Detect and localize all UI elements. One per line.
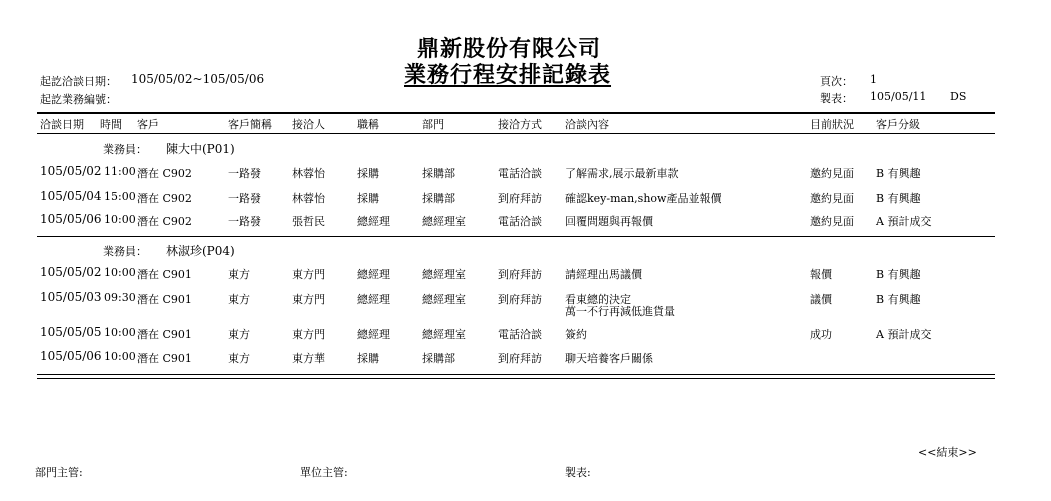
report-title: 業務行程安排記錄表 (404, 62, 612, 88)
row-time: 15:00 (104, 190, 136, 203)
salesperson-label: 業務員： (103, 143, 147, 156)
row-client-short: 東方 (228, 293, 250, 306)
row-dept: 採購部 (422, 192, 455, 205)
row-content: 了解需求,展示最新車款 (565, 167, 679, 180)
row-client: 潛在 C901 (137, 352, 192, 365)
row-content-line2: 萬一不行再減低進貨量 (565, 305, 675, 318)
header-top-rule (37, 112, 995, 114)
row-title: 總經理 (357, 328, 390, 341)
row-client: 潛在 C901 (137, 268, 192, 281)
row-grade: B 有興趣 (876, 192, 921, 205)
method-col-header: 接洽方式 (498, 118, 542, 131)
page-label: 頁次： (820, 75, 853, 88)
row-client: 潛在 C902 (137, 215, 192, 228)
row-contact: 林蓉怡 (292, 167, 325, 180)
row-contact: 林蓉怡 (292, 192, 325, 205)
row-client: 潛在 C901 (137, 293, 192, 306)
footer-maker: 製表: (565, 466, 591, 479)
row-grade: B 有興趣 (876, 268, 921, 281)
row-method: 到府拜訪 (498, 293, 542, 306)
row-time: 10:00 (104, 350, 136, 363)
row-contact: 東方門 (292, 268, 325, 281)
row-time: 10:00 (104, 266, 136, 279)
row-status: 報價 (810, 268, 832, 281)
row-client: 潛在 C902 (137, 192, 192, 205)
row-contact: 東方門 (292, 293, 325, 306)
row-dept: 採購部 (422, 167, 455, 180)
contact-col-header: 接洽人 (292, 118, 325, 131)
row-date: 105/05/02 (40, 265, 102, 279)
row-method: 到府拜訪 (498, 268, 542, 281)
row-date: 105/05/02 (40, 164, 102, 178)
page-number: 1 (870, 73, 877, 86)
footer-unit-head: 單位主管: (300, 466, 348, 479)
company-name: 鼎新股份有限公司 (417, 36, 602, 62)
row-time: 11:00 (104, 165, 136, 178)
salesperson-name: 陳大中(P01) (166, 142, 235, 156)
row-grade: B 有興趣 (876, 167, 921, 180)
content-col-header: 洽談內容 (565, 118, 609, 131)
made-date: 105/05/11 (870, 90, 927, 103)
row-dept: 採購部 (422, 352, 455, 365)
made-by: DS (950, 90, 967, 103)
row-grade: A 預計成交 (876, 215, 932, 228)
row-dept: 總經理室 (422, 328, 466, 341)
row-dept: 總經理室 (422, 215, 466, 228)
row-content: 回覆問題與再報價 (565, 215, 653, 228)
row-client-short: 一路發 (228, 215, 261, 228)
row-dept: 總經理室 (422, 293, 466, 306)
sales-range-label: 起訖業務編號： (40, 93, 117, 106)
row-status: 議價 (810, 293, 832, 306)
header-bottom-rule (37, 133, 995, 134)
row-contact: 東方華 (292, 352, 325, 365)
footer-dept-head: 部門主管: (35, 466, 83, 479)
row-date: 105/05/06 (40, 349, 102, 363)
end-rule-1 (37, 374, 995, 375)
date-range-value: 105/05/02~105/05/06 (131, 72, 265, 86)
row-method: 到府拜訪 (498, 352, 542, 365)
row-status: 邀約見面 (810, 167, 854, 180)
row-client-short: 一路發 (228, 192, 261, 205)
time-col-header: 時間 (100, 118, 122, 131)
row-title: 採購 (357, 167, 379, 180)
row-contact: 張哲民 (292, 215, 325, 228)
row-content: 看東總的決定 (565, 293, 631, 306)
row-content: 簽約 (565, 328, 587, 341)
row-method: 電話洽談 (498, 328, 542, 341)
row-title: 總經理 (357, 268, 390, 281)
row-method: 到府拜訪 (498, 192, 542, 205)
row-grade: B 有興趣 (876, 293, 921, 306)
date-col-header: 洽談日期 (40, 118, 84, 131)
row-method: 電話洽談 (498, 215, 542, 228)
row-date: 105/05/03 (40, 290, 102, 304)
client-col-header: 客戶 (137, 118, 159, 131)
row-status: 邀約見面 (810, 192, 854, 205)
row-dept: 總經理室 (422, 268, 466, 281)
grade-col-header: 客戶分級 (876, 118, 920, 131)
row-date: 105/05/06 (40, 212, 102, 226)
salesperson-label: 業務員： (103, 245, 147, 258)
row-time: 10:00 (104, 213, 136, 226)
row-time: 10:00 (104, 326, 136, 339)
date-range-label: 起訖洽談日期： (40, 75, 117, 88)
row-client-short: 東方 (228, 268, 250, 281)
row-content: 聊天培養客戶關係 (565, 352, 653, 365)
row-client-short: 東方 (228, 352, 250, 365)
row-client: 潛在 C901 (137, 328, 192, 341)
row-client-short: 東方 (228, 328, 250, 341)
end-mark: <<結束>> (918, 446, 977, 459)
title-col-header: 職稱 (357, 118, 379, 131)
row-status: 成功 (810, 328, 832, 341)
row-date: 105/05/04 (40, 189, 102, 203)
group-separator (37, 236, 995, 237)
row-client-short: 一路發 (228, 167, 261, 180)
row-client: 潛在 C902 (137, 167, 192, 180)
salesperson-name: 林淑珍(P04) (166, 244, 235, 258)
row-method: 電話洽談 (498, 167, 542, 180)
short-name-col-header: 客戶簡稱 (228, 118, 272, 131)
row-title: 總經理 (357, 215, 390, 228)
dept-col-header: 部門 (422, 118, 444, 131)
row-content: 確認key-man,show產品並報價 (565, 192, 722, 205)
made-label: 製表： (820, 92, 853, 105)
row-grade: A 預計成交 (876, 328, 932, 341)
row-title: 總經理 (357, 293, 390, 306)
end-rule-2 (37, 378, 995, 379)
row-title: 採購 (357, 352, 379, 365)
row-time: 09:30 (104, 291, 136, 304)
row-title: 採購 (357, 192, 379, 205)
row-status: 邀約見面 (810, 215, 854, 228)
row-date: 105/05/05 (40, 325, 102, 339)
row-content: 請經理出馬議價 (565, 268, 642, 281)
status-col-header: 目前狀況 (810, 118, 854, 131)
row-contact: 東方門 (292, 328, 325, 341)
